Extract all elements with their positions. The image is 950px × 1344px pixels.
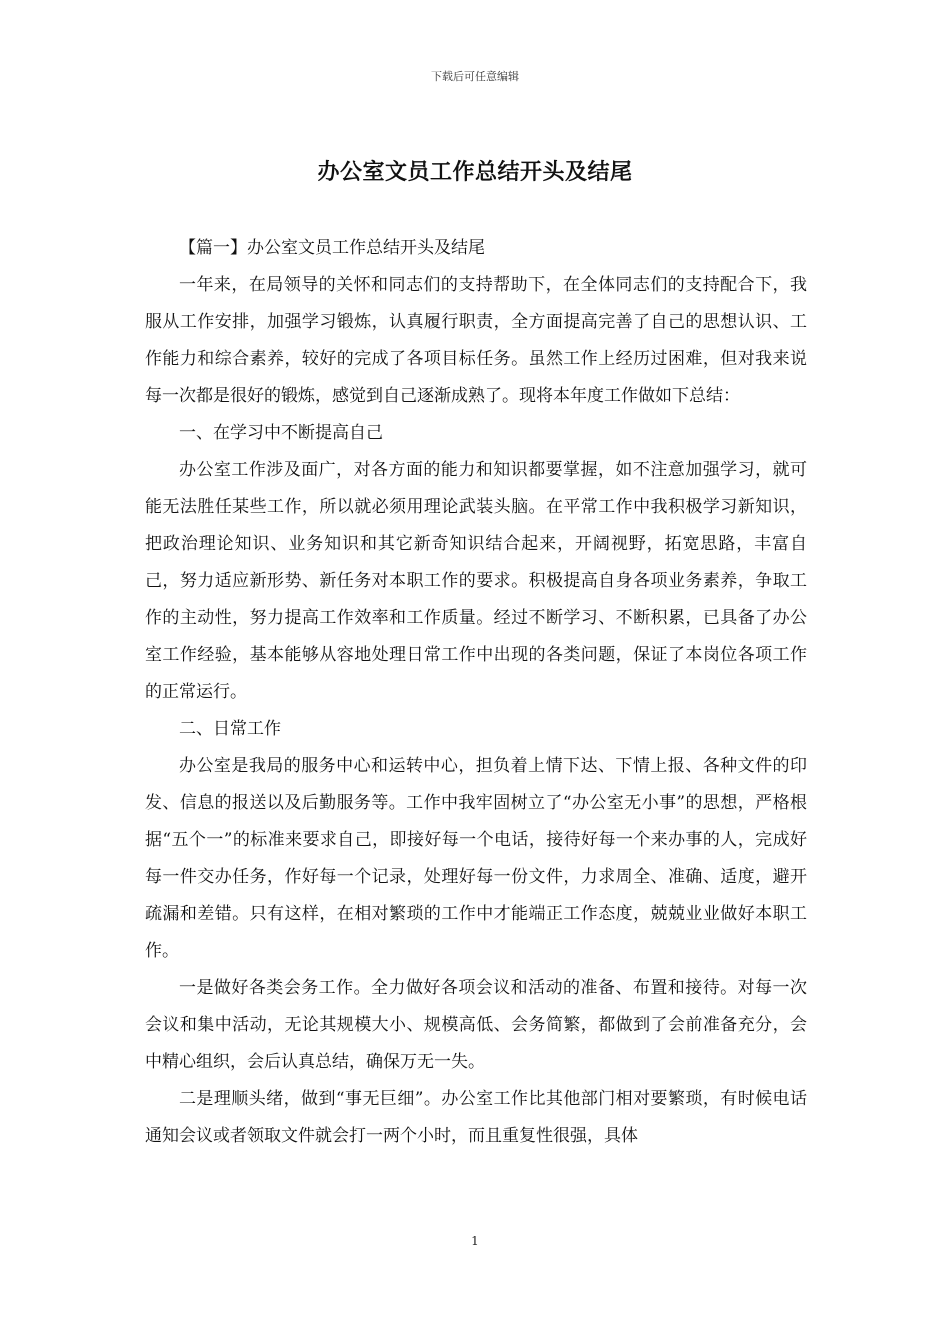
header-note: 下载后可任意编辑 <box>431 70 519 83</box>
page-number: 1 <box>471 1234 479 1248</box>
paragraph: 一是做好各类会务工作。全力做好各项会议和活动的准备、布置和接待。对每一次会议和集中活动，无论其规模大小、规模高低、会务简繁，都做到了会前准备充分，会中精心组织，会后认真总结，确保万无一失。 <box>145 978 807 1072</box>
paragraph: 一年来，在局领导的关怀和同志们的支持帮助下，在全体同志们的支持配合下，我服从工作安排，加强学习锻炼，认真履行职责，全方面提高完善了自己的思想认识、工作能力和综合素养，较好的完成了各项目标任务。虽然工作上经历过困难，但对我来说每一次都是很好的锻炼，感觉到自己逐渐成熟了。现将本年度工作做如下总结： <box>145 275 807 406</box>
document-body <box>145 230 807 1155</box>
paragraph: 办公室工作涉及面广，对各方面的能力和知识都要掌握，如不注意加强学习，就可能无法胜任某些工作，所以就必须用理论武装头脑。在平常工作中我积极学习新知识，把政治理论知识、业务知识和其它新奇知识结合起来，开阔视野，拓宽思路，丰富自己，努力适应新形势、新任务对本职工作的要求。积极提高自身各项业务素养，争取工作的主动性，努力提高工作效率和工作质量。经过不断学习、不断积累，已具备了办公室工作经验，基本能够从容地处理日常工作中出现的各类问题，保证了本岗位各项工作的正常运行。 <box>145 460 807 702</box>
section-heading: 【篇一】办公室文员工作总结开头及结尾 <box>179 238 485 258</box>
paragraph: 办公室是我局的服务中心和运转中心，担负着上情下达、下情上报、各种文件的印发、信息的报送以及后勤服务等。工作中我牢固树立了“办公室无小事”的思想，严格根据“五个一”的标准来要求自己，即接好每一个电话，接待好每一个来办事的人，完成好每一件交办任务，作好每一个记录，处理好每一份文件，力求周全、准确、适度，避开疏漏和差错。只有这样，在相对繁琐的工作中才能端正工作态度，兢兢业业做好本职工作。 <box>145 756 807 961</box>
subsection-heading: 一、在学习中不断提高自己 <box>179 423 383 443</box>
subsection-heading: 二、日常工作 <box>179 719 281 739</box>
document-title: 办公室文员工作总结开头及结尾 <box>317 159 633 185</box>
paragraph: 二是理顺头绪，做到“事无巨细”。办公室工作比其他部门相对要繁琐，有时候电话通知会议或者领取文件就会打一两个小时，而且重复性很强，具体 <box>145 1089 807 1146</box>
